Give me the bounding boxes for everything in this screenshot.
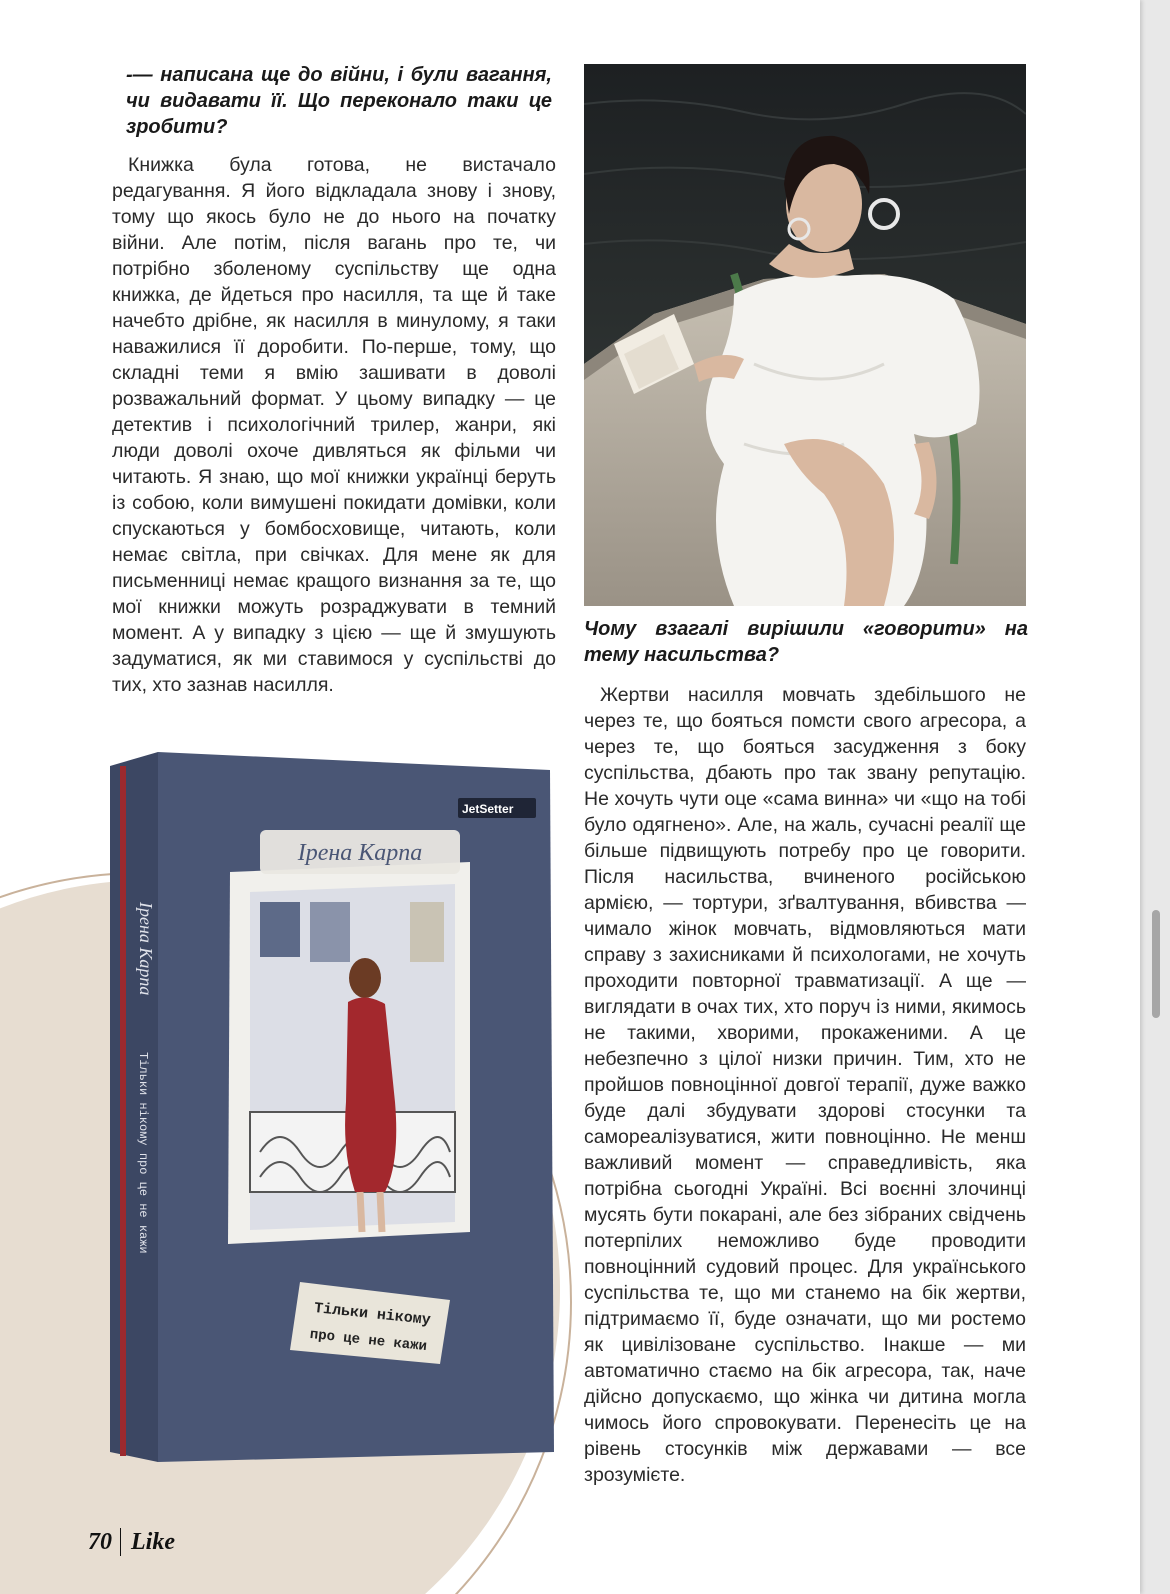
spine-author: Ірена Карпа <box>136 902 156 996</box>
interview-question-2: Чому взагалі вирішили «говорити» на тему насильства? <box>584 618 1028 666</box>
publisher-logo: JetSetter <box>462 802 514 816</box>
book-title-line-2: про це не кажи <box>308 1326 428 1356</box>
book-cover-image <box>110 752 562 1462</box>
book-author: Ірена Карпа <box>297 840 423 866</box>
footer-separator <box>120 1528 121 1556</box>
spine-title: Тільки нікому про це не кажи <box>136 1052 150 1254</box>
interview-question-1: -— написана ще до війни, і були вагання, чи видавати її. Що переконало таки це зробити? <box>126 64 552 138</box>
scrollbar-thumb[interactable] <box>1152 910 1160 1018</box>
page-footer <box>88 1528 175 1556</box>
page-number: 70 <box>88 1528 112 1555</box>
author-photo <box>584 64 1026 606</box>
interview-answer-2: Жертви насилля мовчать здебільшого не через те, що бояться помсти свого агресора, а через те, що бояться засудження з боку суспільства, дбають про так звану репутацію. Не хочуть чути оце «сама винна» чи «що на тобі було одягнено». Але, на жаль, сучасні реалії ще більше підвищують потребу про це говорити. Після насильства, вчиненого російською армією, — тортури, зґвалтування, вбивства — чимало жінок мовчать, відмовляються мати справу з захисниками й психологами, не хочуть проходити повторної травматизації. А ще — виглядати в очах тих, хто поруч із ними, якимось не такими, хворими, прокаженими. А це небезпечно з цілої низки причин. Тим, хто не пройшов повноцінної довгої терапії, дуже важко буде далі збудувати здорові стосунки та самореалізуватися, жити повноцінно. Не менш важливий момент — справедливість, яка потрібна сьогодні Україні. Всі воєнні злочинці мусять бути покарані, але без зібраних свідчень потерпілих неможливо буде проводити повноцінний судовий процес. Для українського суспільства те, що ми станемо на бік жертви, підтримаємо її, буде означати, що ми ростемо як цивілізоване суспільство. Інакше — ми автоматично стаємо на бік агресора, так, наче дійсно допускаємо, що жінка чи дитина могла чимось його спровокувати. Перенесіть це на рівень стосунків між державами — все зрозумієте. <box>584 684 1026 1486</box>
interview-answer-1: Книжка була готова, не вистачало редагування. Я його відкладала знову і знову, тому що якось було не до нього на початку війни. Але потім, після вагань про те, чи потрібно зболеному суспільству ще одна книжка, де йдеться про насилля, та ще й таке начебто дрібне, як насилля в минулому, я таки наважилися її доробити. По-перше, тому, що складні теми я вмію зашивати в доволі розважальний формат. У цьому випадку — це детектив і психологічний трилер, жанри, які люди доволі охоче дивляться як фільми чи читають. Я знаю, що мої книжки українці беруть із собою, коли вимушені покидати домівки, коли спускаються у бомбосховище, читають, коли немає світла, при свічках. Для мене як для письменниці немає кращого визнання за те, що мої книжки можуть розраджувати в темний момент. А у випадку з цією — ще й змушують задуматися, як ми ставимося у суспільстві до тих, хто зазнав насилля. <box>112 154 556 696</box>
magazine-name: Like <box>131 1528 175 1555</box>
book-title-line-1: Тільки нікому <box>313 1299 432 1330</box>
